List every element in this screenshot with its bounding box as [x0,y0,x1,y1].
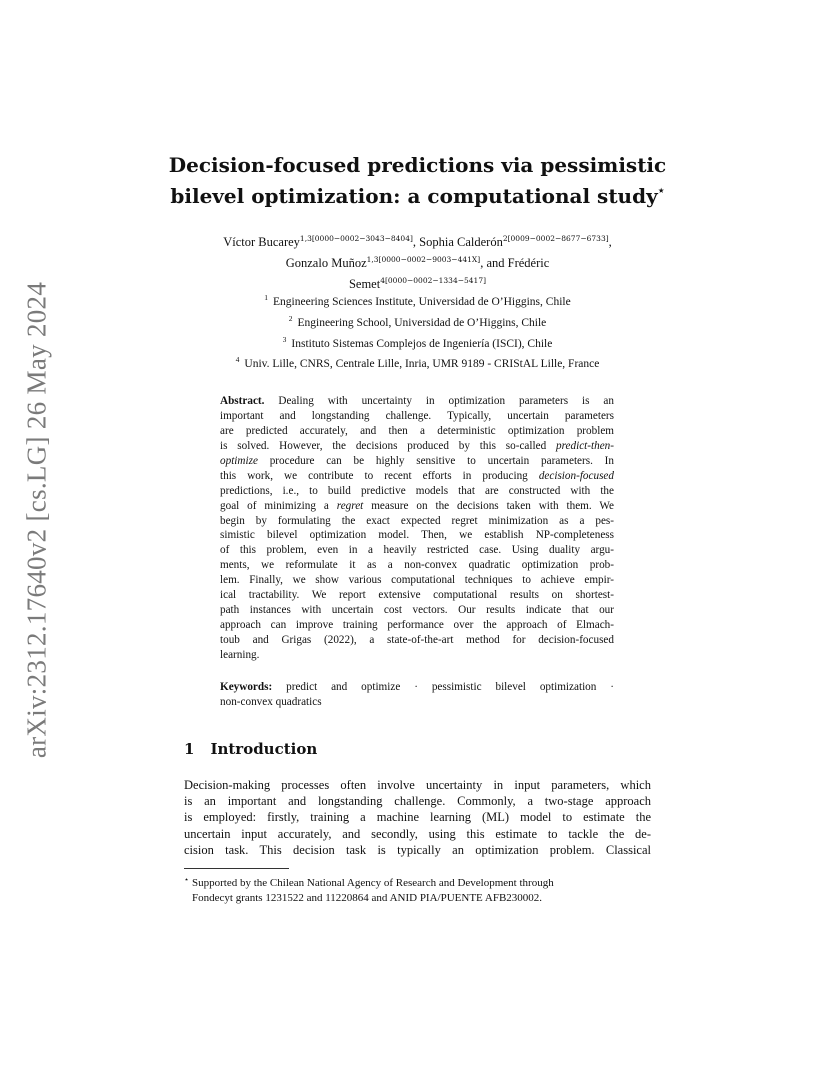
abstract-line: path instances with uncertain cost vectors. Our results indicate that our [220,604,614,617]
affiliation-text: Instituto Sistemas Complejos de Ingeniería (ISCI), Chile [291,337,553,350]
keywords-line [220,680,614,695]
affiliation [150,290,685,311]
author-line-2: Gonzalo Muñoz$^{1,3[0000-0002-9003-441X]}$, and Frédéric [285,255,550,270]
abstract-line [220,499,614,514]
abstract-line [220,394,614,409]
affiliation-number: 1 [264,293,269,302]
abstract-line [220,439,614,454]
author-orcid: 4[0000−0002−1334−5417] [380,276,487,285]
author-name: and Frédéric [486,256,550,270]
abstract-emphasis: optimize [220,454,258,467]
footnote-line [184,872,651,891]
abstract-line: ical tractability. We report extensive computational results on shortest- [220,589,614,602]
body-line: is an important and longstanding challenge. Commonly, a two-stage approach [184,794,651,809]
abstract-text: this work, we contribute to recent efforts in producing [220,469,528,482]
abstract-line [220,454,614,469]
footnote-line: Fondecyt grants 1231522 and 11220864 and ANID PIA/PUENTE AFB230002. [192,892,543,904]
affiliation-number: 3 [282,334,287,344]
author-line-1: Víctor Bucarey$^{1,3[0000-0002-3043-8404]}$, Sophia Calderón$^{2[0009-0002-8677-6733]}$, [223,234,612,249]
abstract-emphasis: decision-focused [538,469,614,482]
abstract-text: measure on the decisions taken with them. We [371,499,614,512]
title-line-1: Decision-focused predictions via pessimistic [168,153,667,177]
body-line: uncertain input accurately, and secondly, using this estimate to tackle the de- [184,826,651,841]
abstract-emphasis: regret [336,499,364,512]
affiliation-number: 4 [235,355,240,365]
abstract-line: are predicted accurately, and then a deterministic optimization problem [220,424,614,437]
intro-paragraph [184,777,651,858]
affiliation-list [150,290,685,373]
author-orcid: 1,3[0000−0002−3043−8404] [299,234,413,243]
affiliation [150,352,685,373]
abstract-line [220,469,614,484]
author-orcid: 2[0009−0002−8677−6733] [502,234,609,243]
footnote-text: Supported by the Chilean National Agency of Research and Development through [192,877,554,889]
abstract-emphasis: predict-then- [556,439,615,452]
abstract-text: goal of minimizing a [220,499,329,512]
abstract-line: toub and Grigas (2022), a state-of-the-art method for decision-focused [220,634,614,646]
section-title: Introduction [210,740,318,758]
abstract-line: simistic bilevel optimization model. Then, we establish NP-completeness [220,529,614,542]
keywords-label: Keywords: [220,681,273,693]
author-name: Sophia Calderón [419,235,503,249]
abstract-line: important and longstanding challenge. Typically, uncertain parameters [220,409,614,422]
abstract-label: Abstract. [220,395,265,407]
abstract-text: Dealing with uncertainty in optimization parameters is an [278,395,614,407]
affiliation-number: 2 [288,313,293,323]
abstract-line: ments, we reformulate it as a non-convex quadratic optimization prob- [220,559,614,572]
footnote-mark: ⋆ [184,875,190,884]
author-name: Semet [348,277,381,291]
keywords [220,680,614,710]
footnote [184,872,651,906]
affiliation [150,311,685,332]
section-number: 1 [184,740,195,758]
abstract-line: of this problem, even in a heavily restricted case. Using duality argu- [220,544,614,557]
abstract-line: approach can improve training performance over the approach of Elmach- [220,619,614,632]
author-name: Víctor Bucarey [223,235,300,249]
keywords-text: predict and optimize · pessimistic bilevel optimization · [286,681,615,693]
abstract [220,394,614,663]
abstract-line: begin by formulating the exact expected regret minimization as a pes- [220,514,614,527]
abstract-line: predictions, i.e., to build predictive models that are constructed with the [220,484,614,497]
author-list [150,230,685,293]
author-name: Gonzalo Muñoz [285,256,367,270]
body-line: cision task. This decision task is typically an optimization problem. Classical [184,842,651,857]
paper-title [150,152,685,209]
title-line-2 [150,178,685,209]
footnote-rule [184,868,289,869]
affiliation-text: Engineering School, Universidad de O’Higgins, Chile [297,316,547,329]
arxiv-identifier: arXiv:2312.17640v2 [cs.LG] 26 May 2024 [21,281,52,759]
abstract-line: lem. Finally, we show various computational techniques to achieve empir- [220,574,614,587]
author-orcid: 1,3[0000−0002−9003−441X] [366,255,481,264]
body-line: is employed: firstly, training a machine learning (ML) model to estimate the [184,810,651,825]
body-line: Decision-making processes often involve uncertainty in input parameters, which [184,778,651,792]
abstract-line: learning. [220,648,260,661]
affiliation-text: Engineering Sciences Institute, Universidad de O’Higgins, Chile [273,296,571,308]
abstract-text: procedure can be highly sensitive to uncertain parameters. In [269,454,614,467]
abstract-text: is solved. However, the decisions produced by this so-called [220,439,547,452]
title-line-2-text: bilevel optimization: a computational study [170,184,658,208]
affiliation [150,332,685,353]
title-footnote-mark: ⋆ [657,184,665,197]
section-heading [184,740,317,758]
affiliation-text: Univ. Lille, CNRS, Centrale Lille, Inria, UMR 9189 - CRIStAL Lille, France [244,358,600,371]
keywords-line: non-convex quadratics [220,696,322,708]
